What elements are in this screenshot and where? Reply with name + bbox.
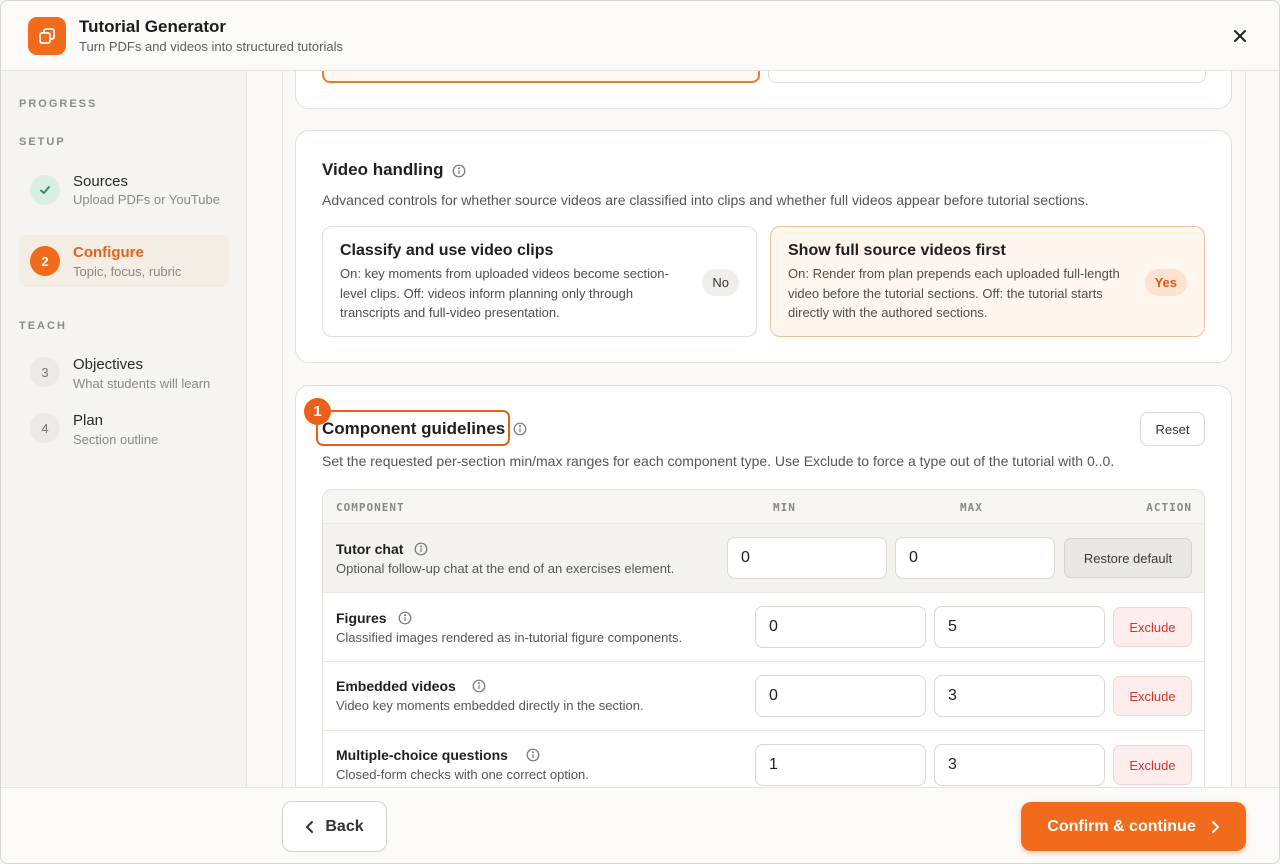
chevron-left-icon [305, 820, 315, 834]
step-title: Configure [73, 244, 144, 261]
progress-label: PROGRESS [19, 98, 98, 110]
step-number-badge: 3 [30, 357, 60, 387]
close-icon [1233, 29, 1247, 43]
info-icon[interactable] [452, 164, 466, 178]
toggle-state-badge: No [702, 269, 739, 296]
confirm-label: Confirm & continue [1047, 817, 1196, 835]
confirm-continue-button[interactable] [1021, 802, 1246, 851]
setup-label: SETUP [19, 136, 66, 148]
component-desc: Closed-form checks with one correct option. [336, 767, 589, 782]
exclude-button[interactable]: Exclude [1113, 676, 1192, 716]
option-desc: On: Render from plan prepends each uploaded full-length video before the tutorial sections. Off: the tutorial starts directly with the authored sections. [788, 266, 1120, 320]
step-title: Plan [73, 412, 104, 429]
column-header-min: MIN [773, 501, 796, 514]
component-name: Tutor chat [336, 541, 404, 557]
toggle-state-badge: Yes [1145, 269, 1187, 296]
max-input[interactable] [934, 606, 1105, 648]
component-guidelines-title: Component guidelines [322, 419, 506, 438]
exclude-button[interactable]: Exclude [1113, 607, 1192, 647]
back-label: Back [325, 817, 364, 835]
component-desc: Video key moments embedded directly in the section. [336, 698, 644, 713]
step-title: Objectives [73, 356, 144, 373]
max-input[interactable] [934, 675, 1105, 717]
teach-label: TEACH [19, 320, 67, 332]
step-desc: Section outline [73, 432, 159, 447]
sidebar-step-objectives[interactable] [19, 351, 229, 395]
info-icon[interactable] [472, 679, 486, 693]
info-icon[interactable] [526, 748, 540, 762]
component-name: Figures [336, 610, 387, 626]
info-icon[interactable] [414, 542, 428, 556]
min-input[interactable] [755, 606, 926, 648]
progress-sidebar [1, 71, 247, 787]
video-handling-card [295, 130, 1232, 363]
step-desc: Topic, focus, rubric [73, 264, 182, 279]
step-number-badge: 2 [30, 246, 60, 276]
min-input[interactable] [755, 744, 926, 786]
table-row [323, 524, 1204, 593]
table-header [323, 490, 1204, 524]
component-desc: Classified images rendered as in-tutorial figure components. [336, 630, 683, 645]
modal-header [1, 1, 1279, 71]
step-number-badge: 4 [30, 413, 60, 443]
option-title: Show full source videos first [788, 242, 1006, 259]
component-guidelines-desc: Set the requested per-section min/max ranges for each component type. Use Exclude to force a type out of the tutorial with 0..0. [322, 453, 1115, 469]
chevron-right-icon [1210, 820, 1220, 834]
component-desc: Optional follow-up chat at the end of an exercises element. [336, 561, 675, 576]
max-input[interactable] [934, 744, 1105, 786]
sidebar-step-plan[interactable] [19, 407, 229, 451]
table-row [323, 593, 1204, 662]
main-content [247, 71, 1280, 787]
exclude-button[interactable]: Exclude [1113, 745, 1192, 785]
component-name: Multiple-choice questions [336, 747, 508, 763]
step-done-badge [30, 175, 60, 205]
step-desc: Upload PDFs or YouTube [73, 192, 220, 207]
app-subtitle: Turn PDFs and videos into structured tutorials [79, 39, 343, 54]
step-desc: What students will learn [73, 376, 211, 391]
column-header-action: ACTION [1146, 501, 1192, 514]
check-icon [39, 184, 51, 196]
video-handling-title: Video handling [322, 160, 444, 179]
max-input[interactable] [895, 537, 1055, 579]
layers-icon [38, 27, 56, 45]
video-handling-desc: Advanced controls for whether source videos are classified into clips and whether full videos appear before tutorial sections. [322, 192, 1089, 208]
component-table [322, 489, 1205, 787]
restore-default-button[interactable]: Restore default [1064, 538, 1192, 578]
close-button[interactable] [1225, 21, 1255, 51]
component-guidelines-card [295, 385, 1232, 787]
info-icon[interactable] [513, 422, 527, 436]
modal-footer [1, 787, 1279, 864]
app-title: Tutorial Generator [79, 17, 227, 36]
column-header-component: COMPONENT [336, 501, 405, 514]
min-input[interactable] [755, 675, 926, 717]
show-full-videos-toggle[interactable] [770, 226, 1205, 337]
step-title: Sources [73, 173, 129, 190]
option-desc: On: key moments from uploaded videos become section-level clips. Off: videos inform planning only through transcripts and full-video presentation. [340, 266, 669, 320]
column-header-max: MAX [960, 501, 983, 514]
option-card[interactable] [768, 71, 1206, 83]
component-name: Embedded videos [336, 678, 456, 694]
info-icon[interactable] [398, 611, 412, 625]
app-logo [28, 17, 66, 55]
table-row [323, 662, 1204, 731]
option-title: Classify and use video clips [340, 242, 554, 259]
back-button[interactable] [282, 801, 387, 852]
reset-button[interactable]: Reset [1140, 412, 1205, 446]
table-row [323, 731, 1204, 787]
sidebar-step-configure[interactable] [19, 235, 229, 287]
classify-video-clips-toggle[interactable] [322, 226, 757, 337]
sidebar-step-sources[interactable] [19, 169, 229, 227]
min-input[interactable] [727, 537, 887, 579]
previous-settings-card [295, 71, 1232, 109]
annotation-badge: 1 [304, 398, 331, 425]
selected-option-card[interactable] [322, 71, 760, 83]
